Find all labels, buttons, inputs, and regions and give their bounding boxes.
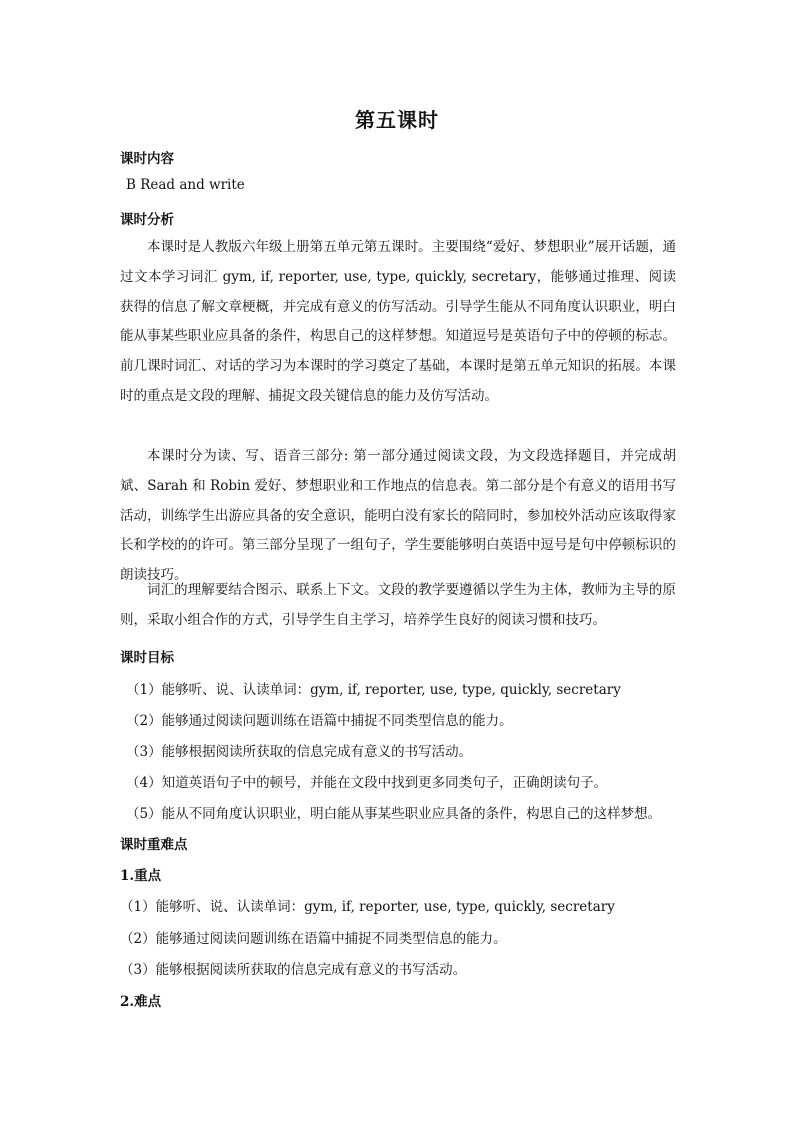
page-title: 第五课时 — [355, 108, 439, 132]
content-text: B Read and write — [126, 177, 245, 193]
analysis-paragraph: 本课时是人教版六年级上册第五单元第五课时。主要围绕“爱好、梦想职业”展开话题，通过文本学习词汇 gym, if, reporter, use, type, quickly, secretary，能够通过推理、阅读获得的信息了解文章梗概，并完成有意义的仿写活动。引导学生能从不同角度认识职业，明白能从事某些职业应具备的条件，构思自己的这样梦想。知道逗号是英语句子中的停顿的标志。前几课时词汇、对话的学习为本课时的学习奠定了基础，本课时是第五单元知识的拓展。本课时的重点是文段的理解、捕捉文段关键信息的能力及仿写活动。 — [120, 239, 676, 404]
content-heading: 课时内容 — [120, 151, 174, 167]
goals-heading: 课时目标 — [120, 650, 174, 666]
difficult-points-heading: 2.难点 — [120, 994, 162, 1010]
goal-item: （2）能够通过阅读问题训练在语篇中捕捉不同类型信息的能力。 — [126, 713, 513, 729]
analysis-heading: 课时分析 — [120, 212, 174, 228]
goal-item: （3）能够根据阅读所获取的信息完成有意义的书写活动。 — [126, 744, 473, 760]
analysis-paragraph: 本课时分为读、写、语音三部分: 第一部分通过阅读文段，为文段选择题目，并完成胡斌、Sarah 和 Robin 爱好、梦想职业和工作地点的信息表。第二部分是个有意义的语用书写活动，训练学生出游应具备的安全意识，能明白没有家长的陪同时，参加校外活动应该取得家长和学校的的许可。第三部分呈现了一组句子，学生要能够明白英语中逗号是句中停顿标识的朗读技巧。 — [120, 448, 676, 584]
key-point-item: （3）能够根据阅读所获取的信息完成有意义的书写活动。 — [120, 962, 467, 978]
goal-item: （5）能从不同角度认识职业，明白能从事某些职业应具备的条件，构思自己的这样梦想。 — [126, 806, 662, 822]
key-point-item: （2）能够通过阅读问题训练在语篇中捕捉不同类型信息的能力。 — [120, 931, 507, 947]
analysis-paragraph: 词汇的理解要结合图示、联系上下文。文段的教学要遵循以学生为主体，教师为主导的原则，采取小组合作的方式，引导学生自主学习，培养学生良好的阅读习惯和技巧。 — [120, 582, 676, 628]
key-difficult-heading: 课时重难点 — [120, 837, 188, 853]
goal-item: （1）能够听、说、认读单词：gym, if, reporter, use, type, quickly, secretary — [126, 682, 621, 698]
goal-item: （4）知道英语句子中的顿号，并能在文段中找到更多同类句子，正确朗读句子。 — [126, 775, 608, 791]
key-point-item: （1）能够听、说、认读单词：gym, if, reporter, use, type, quickly, secretary — [120, 899, 615, 915]
key-points-heading: 1.重点 — [120, 868, 162, 884]
